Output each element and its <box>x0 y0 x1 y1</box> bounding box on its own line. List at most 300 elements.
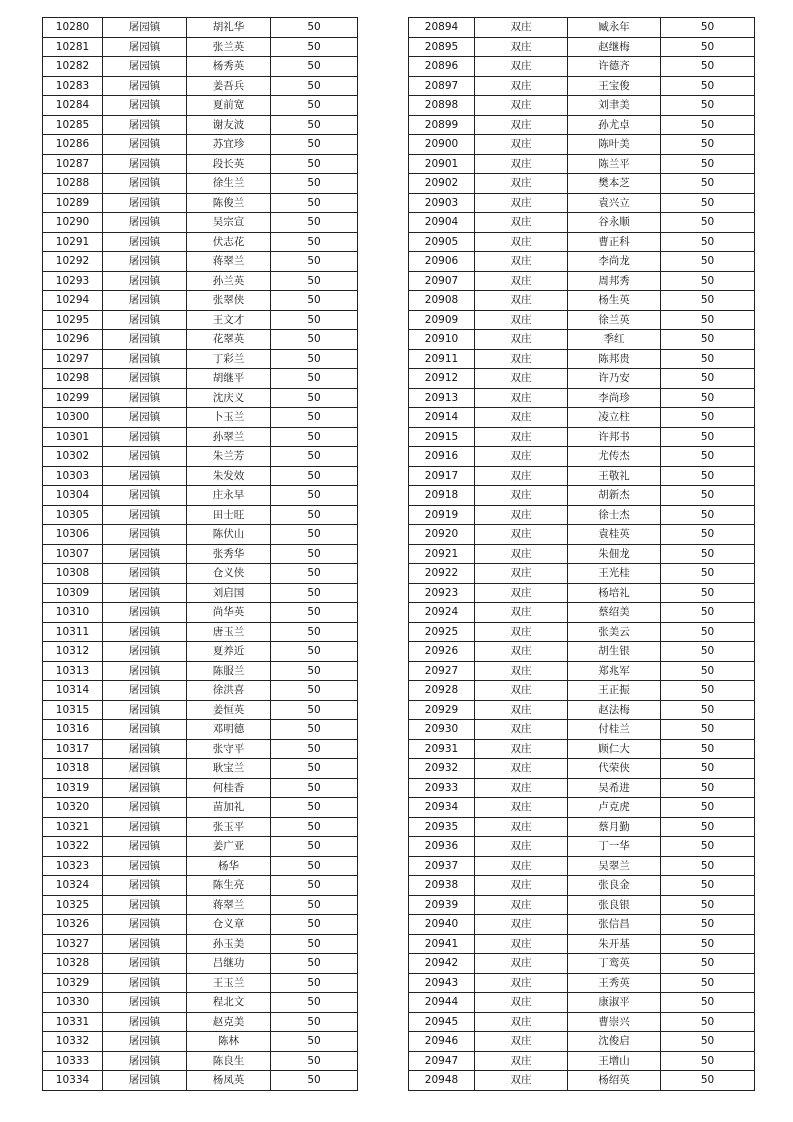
town-cell: 双庄 <box>475 466 568 486</box>
name-cell: 沈俊启 <box>568 1032 661 1052</box>
serial-number-cell: 10289 <box>43 193 103 213</box>
amount-cell: 50 <box>271 466 358 486</box>
name-cell: 胡继平 <box>187 369 271 389</box>
table-row <box>43 817 358 837</box>
name-cell: 邓明德 <box>187 720 271 740</box>
town-cell: 屠园镇 <box>103 427 187 447</box>
table-row <box>43 76 358 96</box>
amount-cell: 50 <box>271 661 358 681</box>
table-row <box>409 525 755 545</box>
town-cell: 屠园镇 <box>103 720 187 740</box>
amount-cell: 50 <box>661 1012 755 1032</box>
table-row <box>43 856 358 876</box>
right-roster-table <box>408 17 755 1091</box>
table-row <box>409 447 755 467</box>
serial-number-cell: 20923 <box>409 583 475 603</box>
serial-number-cell: 10308 <box>43 564 103 584</box>
name-cell: 胡生银 <box>568 642 661 662</box>
serial-number-cell: 10329 <box>43 973 103 993</box>
town-cell: 双庄 <box>475 291 568 311</box>
name-cell: 姜吾兵 <box>187 76 271 96</box>
amount-cell: 50 <box>661 661 755 681</box>
amount-cell: 50 <box>271 252 358 272</box>
table-row <box>409 778 755 798</box>
serial-number-cell: 10324 <box>43 876 103 896</box>
table-row <box>43 154 358 174</box>
amount-cell: 50 <box>271 525 358 545</box>
town-cell: 屠园镇 <box>103 915 187 935</box>
name-cell: 张兰英 <box>187 37 271 57</box>
name-cell: 李尚珍 <box>568 388 661 408</box>
serial-number-cell: 10310 <box>43 603 103 623</box>
serial-number-cell: 20907 <box>409 271 475 291</box>
table-row <box>43 213 358 233</box>
town-cell: 屠园镇 <box>103 466 187 486</box>
table-row <box>409 369 755 389</box>
name-cell: 沈庆义 <box>187 388 271 408</box>
table-row <box>43 349 358 369</box>
amount-cell: 50 <box>271 856 358 876</box>
table-row <box>43 993 358 1013</box>
serial-number-cell: 20943 <box>409 973 475 993</box>
name-cell: 仓义侠 <box>187 564 271 584</box>
serial-number-cell: 20910 <box>409 330 475 350</box>
table-row <box>409 1071 755 1091</box>
name-cell: 尤传杰 <box>568 447 661 467</box>
town-cell: 屠园镇 <box>103 174 187 194</box>
table-row <box>409 427 755 447</box>
serial-number-cell: 10303 <box>43 466 103 486</box>
table-row <box>43 661 358 681</box>
amount-cell: 50 <box>271 447 358 467</box>
name-cell: 张翠侠 <box>187 291 271 311</box>
table-row <box>409 213 755 233</box>
table-row <box>409 505 755 525</box>
name-cell: 夏前宽 <box>187 96 271 116</box>
town-cell: 双庄 <box>475 700 568 720</box>
name-cell: 樊本芝 <box>568 174 661 194</box>
town-cell: 双庄 <box>475 856 568 876</box>
serial-number-cell: 20927 <box>409 661 475 681</box>
amount-cell: 50 <box>271 954 358 974</box>
serial-number-cell: 20911 <box>409 349 475 369</box>
table-row <box>409 174 755 194</box>
serial-number-cell: 20914 <box>409 408 475 428</box>
table-row <box>409 876 755 896</box>
town-cell: 屠园镇 <box>103 232 187 252</box>
name-cell: 姜广亚 <box>187 837 271 857</box>
amount-cell: 50 <box>661 213 755 233</box>
serial-number-cell: 10290 <box>43 213 103 233</box>
amount-cell: 50 <box>661 1071 755 1091</box>
town-cell: 双庄 <box>475 759 568 779</box>
town-cell: 双庄 <box>475 564 568 584</box>
town-cell: 屠园镇 <box>103 759 187 779</box>
serial-number-cell: 10320 <box>43 798 103 818</box>
town-cell: 双庄 <box>475 96 568 116</box>
serial-number-cell: 10283 <box>43 76 103 96</box>
table-row <box>409 330 755 350</box>
serial-number-cell: 10311 <box>43 622 103 642</box>
town-cell: 双庄 <box>475 544 568 564</box>
amount-cell: 50 <box>661 330 755 350</box>
serial-number-cell: 10327 <box>43 934 103 954</box>
amount-cell: 50 <box>271 1032 358 1052</box>
amount-cell: 50 <box>271 837 358 857</box>
name-cell: 朱佃龙 <box>568 544 661 564</box>
table-row <box>43 466 358 486</box>
town-cell: 双庄 <box>475 1051 568 1071</box>
serial-number-cell: 20948 <box>409 1071 475 1091</box>
name-cell: 陈良生 <box>187 1051 271 1071</box>
name-cell: 周邦秀 <box>568 271 661 291</box>
serial-number-cell: 20944 <box>409 993 475 1013</box>
amount-cell: 50 <box>661 505 755 525</box>
town-cell: 屠园镇 <box>103 661 187 681</box>
serial-number-cell: 20896 <box>409 57 475 77</box>
town-cell: 屠园镇 <box>103 1051 187 1071</box>
amount-cell: 50 <box>661 876 755 896</box>
town-cell: 屠园镇 <box>103 544 187 564</box>
table-row <box>409 96 755 116</box>
serial-number-cell: 10284 <box>43 96 103 116</box>
name-cell: 曹正科 <box>568 232 661 252</box>
name-cell: 郑兆军 <box>568 661 661 681</box>
name-cell: 耿宝兰 <box>187 759 271 779</box>
town-cell: 屠园镇 <box>103 622 187 642</box>
table-row <box>409 856 755 876</box>
serial-number-cell: 20901 <box>409 154 475 174</box>
table-row <box>43 57 358 77</box>
town-cell: 屠园镇 <box>103 37 187 57</box>
town-cell: 屠园镇 <box>103 798 187 818</box>
serial-number-cell: 20918 <box>409 486 475 506</box>
amount-cell: 50 <box>661 486 755 506</box>
serial-number-cell: 20902 <box>409 174 475 194</box>
table-row <box>43 973 358 993</box>
name-cell: 袁桂英 <box>568 525 661 545</box>
town-cell: 屠园镇 <box>103 1071 187 1091</box>
town-cell: 双庄 <box>475 174 568 194</box>
town-cell: 屠园镇 <box>103 252 187 272</box>
amount-cell: 50 <box>271 603 358 623</box>
amount-cell: 50 <box>661 252 755 272</box>
serial-number-cell: 10313 <box>43 661 103 681</box>
serial-number-cell: 10281 <box>43 37 103 57</box>
name-cell: 伏志花 <box>187 232 271 252</box>
amount-cell: 50 <box>661 291 755 311</box>
town-cell: 屠园镇 <box>103 486 187 506</box>
serial-number-cell: 20905 <box>409 232 475 252</box>
serial-number-cell: 10301 <box>43 427 103 447</box>
town-cell: 双庄 <box>475 915 568 935</box>
name-cell: 曹崇兴 <box>568 1012 661 1032</box>
table-row <box>43 1071 358 1091</box>
name-cell: 杨华 <box>187 856 271 876</box>
table-row <box>43 310 358 330</box>
table-row <box>409 837 755 857</box>
right-roster-body <box>409 18 755 1091</box>
town-cell: 双庄 <box>475 661 568 681</box>
town-cell: 双庄 <box>475 252 568 272</box>
name-cell: 胡新杰 <box>568 486 661 506</box>
serial-number-cell: 20926 <box>409 642 475 662</box>
table-row <box>43 837 358 857</box>
serial-number-cell: 20920 <box>409 525 475 545</box>
serial-number-cell: 20936 <box>409 837 475 857</box>
amount-cell: 50 <box>661 18 755 38</box>
amount-cell: 50 <box>661 544 755 564</box>
name-cell: 蔡绍美 <box>568 603 661 623</box>
amount-cell: 50 <box>271 564 358 584</box>
serial-number-cell: 10287 <box>43 154 103 174</box>
table-row <box>43 135 358 155</box>
serial-number-cell: 10317 <box>43 739 103 759</box>
amount-cell: 50 <box>271 427 358 447</box>
table-row <box>409 486 755 506</box>
name-cell: 孙兰英 <box>187 271 271 291</box>
name-cell: 许德齐 <box>568 57 661 77</box>
serial-number-cell: 10322 <box>43 837 103 857</box>
town-cell: 双庄 <box>475 18 568 38</box>
name-cell: 徐洪喜 <box>187 681 271 701</box>
amount-cell: 50 <box>271 544 358 564</box>
amount-cell: 50 <box>271 37 358 57</box>
amount-cell: 50 <box>271 700 358 720</box>
amount-cell: 50 <box>271 720 358 740</box>
table-row <box>409 154 755 174</box>
serial-number-cell: 10297 <box>43 349 103 369</box>
table-row <box>409 739 755 759</box>
amount-cell: 50 <box>661 564 755 584</box>
amount-cell: 50 <box>271 57 358 77</box>
name-cell: 程北文 <box>187 993 271 1013</box>
table-row <box>43 642 358 662</box>
amount-cell: 50 <box>661 778 755 798</box>
table-row <box>43 564 358 584</box>
serial-number-cell: 20916 <box>409 447 475 467</box>
serial-number-cell: 10325 <box>43 895 103 915</box>
serial-number-cell: 20941 <box>409 934 475 954</box>
amount-cell: 50 <box>661 466 755 486</box>
town-cell: 屠园镇 <box>103 154 187 174</box>
amount-cell: 50 <box>271 310 358 330</box>
town-cell: 双庄 <box>475 1012 568 1032</box>
name-cell: 丁彩兰 <box>187 349 271 369</box>
serial-number-cell: 10302 <box>43 447 103 467</box>
serial-number-cell: 20934 <box>409 798 475 818</box>
serial-number-cell: 10332 <box>43 1032 103 1052</box>
serial-number-cell: 20912 <box>409 369 475 389</box>
amount-cell: 50 <box>271 154 358 174</box>
serial-number-cell: 20904 <box>409 213 475 233</box>
amount-cell: 50 <box>271 271 358 291</box>
table-row <box>409 915 755 935</box>
name-cell: 姜恒英 <box>187 700 271 720</box>
serial-number-cell: 20938 <box>409 876 475 896</box>
town-cell: 双庄 <box>475 583 568 603</box>
name-cell: 张守平 <box>187 739 271 759</box>
name-cell: 陈邦贵 <box>568 349 661 369</box>
amount-cell: 50 <box>661 369 755 389</box>
town-cell: 双庄 <box>475 37 568 57</box>
town-cell: 双庄 <box>475 232 568 252</box>
table-row <box>43 1051 358 1071</box>
name-cell: 蒋翠兰 <box>187 895 271 915</box>
town-cell: 屠园镇 <box>103 856 187 876</box>
amount-cell: 50 <box>271 759 358 779</box>
table-row <box>409 57 755 77</box>
town-cell: 屠园镇 <box>103 583 187 603</box>
town-cell: 双庄 <box>475 817 568 837</box>
amount-cell: 50 <box>271 388 358 408</box>
table-row <box>409 993 755 1013</box>
table-row <box>43 252 358 272</box>
table-row <box>409 564 755 584</box>
table-row <box>43 18 358 38</box>
serial-number-cell: 10286 <box>43 135 103 155</box>
name-cell: 张良银 <box>568 895 661 915</box>
table-row <box>43 330 358 350</box>
serial-number-cell: 10321 <box>43 817 103 837</box>
name-cell: 张美云 <box>568 622 661 642</box>
amount-cell: 50 <box>661 739 755 759</box>
amount-cell: 50 <box>661 603 755 623</box>
table-row <box>409 76 755 96</box>
serial-number-cell: 10316 <box>43 720 103 740</box>
serial-number-cell: 20940 <box>409 915 475 935</box>
table-row <box>43 388 358 408</box>
town-cell: 屠园镇 <box>103 681 187 701</box>
amount-cell: 50 <box>661 271 755 291</box>
town-cell: 屠园镇 <box>103 291 187 311</box>
town-cell: 双庄 <box>475 876 568 896</box>
amount-cell: 50 <box>661 388 755 408</box>
serial-number-cell: 20946 <box>409 1032 475 1052</box>
serial-number-cell: 10331 <box>43 1012 103 1032</box>
serial-number-cell: 10298 <box>43 369 103 389</box>
serial-number-cell: 10280 <box>43 18 103 38</box>
table-row <box>43 505 358 525</box>
amount-cell: 50 <box>661 1032 755 1052</box>
town-cell: 双庄 <box>475 427 568 447</box>
amount-cell: 50 <box>661 837 755 857</box>
town-cell: 屠园镇 <box>103 135 187 155</box>
table-row <box>409 895 755 915</box>
name-cell: 吴翠兰 <box>568 856 661 876</box>
amount-cell: 50 <box>661 642 755 662</box>
town-cell: 双庄 <box>475 993 568 1013</box>
name-cell: 朱兰芳 <box>187 447 271 467</box>
amount-cell: 50 <box>661 232 755 252</box>
table-row <box>409 1051 755 1071</box>
serial-number-cell: 10299 <box>43 388 103 408</box>
town-cell: 双庄 <box>475 603 568 623</box>
amount-cell: 50 <box>661 700 755 720</box>
table-row <box>409 18 755 38</box>
name-cell: 许邦书 <box>568 427 661 447</box>
town-cell: 屠园镇 <box>103 408 187 428</box>
serial-number-cell: 10291 <box>43 232 103 252</box>
table-row <box>409 1032 755 1052</box>
amount-cell: 50 <box>661 622 755 642</box>
amount-cell: 50 <box>271 622 358 642</box>
town-cell: 屠园镇 <box>103 447 187 467</box>
name-cell: 陈生亮 <box>187 876 271 896</box>
table-row <box>43 37 358 57</box>
name-cell: 田士旺 <box>187 505 271 525</box>
table-row <box>43 174 358 194</box>
town-cell: 屠园镇 <box>103 1032 187 1052</box>
table-row <box>43 486 358 506</box>
serial-number-cell: 20899 <box>409 115 475 135</box>
amount-cell: 50 <box>661 895 755 915</box>
name-cell: 陈伏山 <box>187 525 271 545</box>
serial-number-cell: 20932 <box>409 759 475 779</box>
name-cell: 许乃安 <box>568 369 661 389</box>
serial-number-cell: 10315 <box>43 700 103 720</box>
serial-number-cell: 10328 <box>43 954 103 974</box>
town-cell: 双庄 <box>475 271 568 291</box>
town-cell: 屠园镇 <box>103 18 187 38</box>
name-cell: 代荣侠 <box>568 759 661 779</box>
town-cell: 屠园镇 <box>103 739 187 759</box>
town-cell: 双庄 <box>475 57 568 77</box>
amount-cell: 50 <box>271 739 358 759</box>
table-row <box>43 915 358 935</box>
amount-cell: 50 <box>661 447 755 467</box>
name-cell: 仓义章 <box>187 915 271 935</box>
table-row <box>43 525 358 545</box>
name-cell: 王宝俊 <box>568 76 661 96</box>
table-row <box>43 447 358 467</box>
town-cell: 双庄 <box>475 525 568 545</box>
table-row <box>43 271 358 291</box>
town-cell: 屠园镇 <box>103 876 187 896</box>
name-cell: 朱开基 <box>568 934 661 954</box>
serial-number-cell: 10288 <box>43 174 103 194</box>
amount-cell: 50 <box>661 525 755 545</box>
name-cell: 陈叶美 <box>568 135 661 155</box>
amount-cell: 50 <box>271 1071 358 1091</box>
town-cell: 屠园镇 <box>103 934 187 954</box>
table-row <box>409 759 755 779</box>
amount-cell: 50 <box>661 583 755 603</box>
name-cell: 胡礼华 <box>187 18 271 38</box>
left-roster-table <box>42 17 358 1091</box>
table-row <box>409 603 755 623</box>
town-cell: 屠园镇 <box>103 603 187 623</box>
amount-cell: 50 <box>661 174 755 194</box>
amount-cell: 50 <box>271 135 358 155</box>
name-cell: 赵克美 <box>187 1012 271 1032</box>
amount-cell: 50 <box>271 115 358 135</box>
amount-cell: 50 <box>271 915 358 935</box>
amount-cell: 50 <box>661 856 755 876</box>
amount-cell: 50 <box>271 291 358 311</box>
name-cell: 赵法梅 <box>568 700 661 720</box>
amount-cell: 50 <box>661 954 755 974</box>
table-row <box>43 408 358 428</box>
name-cell: 卢克虎 <box>568 798 661 818</box>
amount-cell: 50 <box>271 681 358 701</box>
serial-number-cell: 10295 <box>43 310 103 330</box>
table-row <box>409 642 755 662</box>
name-cell: 王敬礼 <box>568 466 661 486</box>
serial-number-cell: 10304 <box>43 486 103 506</box>
serial-number-cell: 20908 <box>409 291 475 311</box>
name-cell: 庄永早 <box>187 486 271 506</box>
